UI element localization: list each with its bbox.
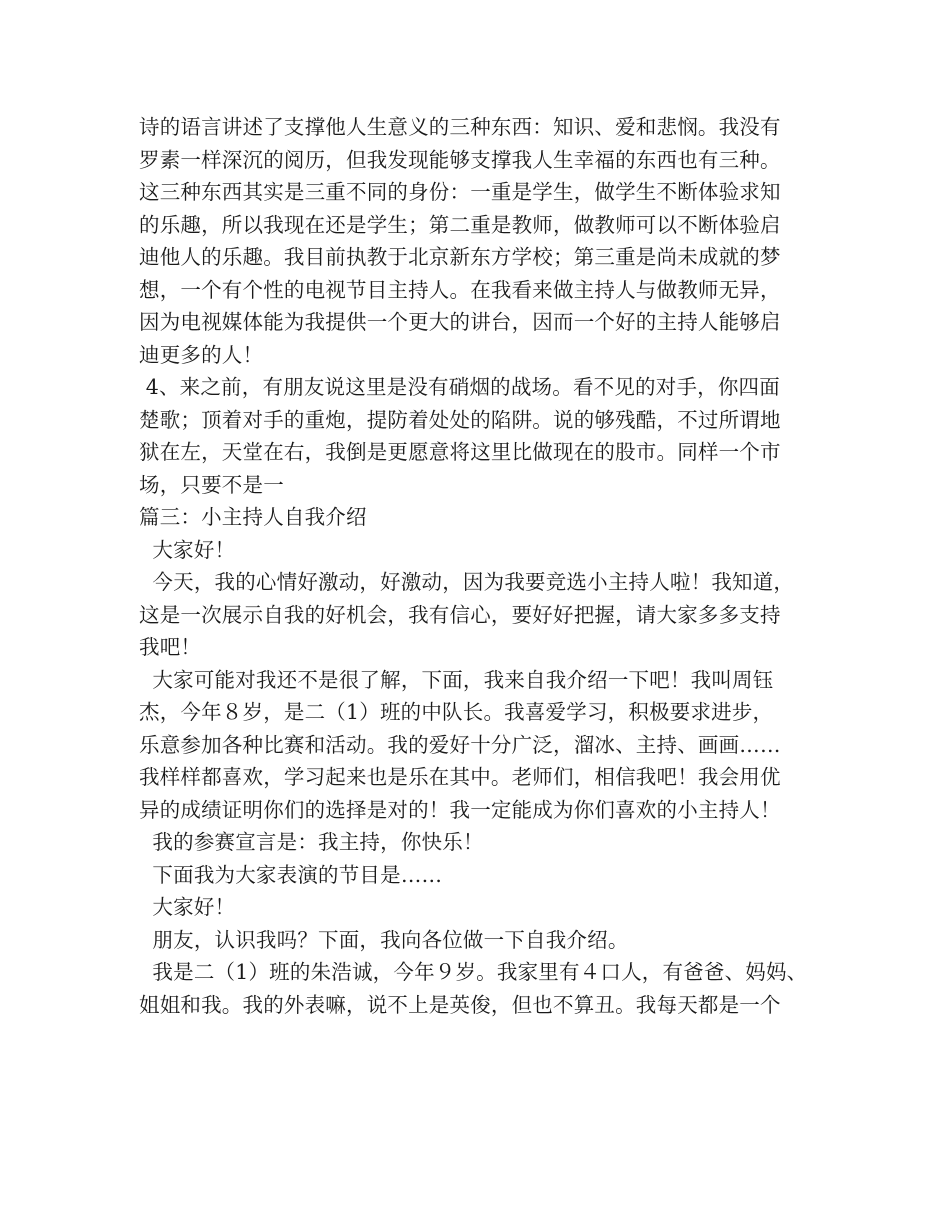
- text-line: 诗的语言讲述了支撑他人生意义的三种东西：知识、爱和悲悯。我没有: [139, 115, 781, 139]
- text-line: 想，一个有个性的电视节目主持人。在我看来做主持人与做教师无异，: [139, 277, 781, 302]
- text-line: 的乐趣，所以我现在还是学生；第二重是教师，做教师可以不断体验启: [139, 212, 781, 237]
- text-line: 场，只要不是一: [139, 472, 284, 497]
- text-line: 4、来之前，有朋友说这里是没有硝烟的战场。看不见的对手，你四面: [139, 375, 780, 399]
- text-line: 乐意参加各种比赛和活动。我的爱好十分广泛，溜冰、主持、画画……: [139, 732, 781, 757]
- text-line: 大家好！: [139, 895, 236, 919]
- document-body: [139, 111, 829, 1021]
- text-line: 狱在左，天堂在右，我倒是更愿意将这里比做现在的股市。同样一个市: [139, 440, 781, 464]
- text-line: 下面我为大家表演的节目是……: [139, 862, 443, 887]
- section-heading: 篇三：小主持人自我介绍: [139, 505, 367, 529]
- text-line: 我样样都喜欢，学习起来也是乐在其中。老师们，相信我吧！我会用优: [139, 765, 781, 789]
- text-line: 这是一次展示自我的好机会，我有信心，要好好把握，请大家多多支持: [139, 602, 781, 627]
- text-line: 异的成绩证明你们的选择是对的！我一定能成为你们喜欢的小主持人！: [139, 797, 781, 822]
- text-line: 大家可能对我还不是很了解，下面，我来自我介绍一下吧！我叫周钰: [139, 667, 774, 692]
- text-line: 我的参赛宣言是：我主持，你快乐！: [139, 830, 484, 854]
- text-line: 罗素一样深沉的阅历，但我发现能够支撑我人生幸福的东西也有三种。: [139, 147, 781, 172]
- text-line: 杰，今年８岁，是二（1）班的中队长。我喜爱学习，积极要求进步，: [139, 700, 774, 724]
- text-line: 楚歌；顶着对手的重炮，提防着处处的陷阱。说的够残酷，不过所谓地: [139, 407, 781, 432]
- text-line: 迪更多的人！: [139, 342, 264, 367]
- text-line: 朋友，认识我吗？下面，我向各位做一下自我介绍。: [139, 927, 629, 952]
- text-line: 我吧！: [139, 635, 202, 659]
- text-line: 大家好！: [139, 537, 236, 562]
- text-line: 因为电视媒体能为我提供一个更大的讲台，因而一个好的主持人能够启: [139, 310, 781, 334]
- text-line: 我是二（1）班的朱浩诚，今年９岁。我家里有４口人，有爸爸、妈妈、: [139, 960, 808, 984]
- text-line: 迪他人的乐趣。我目前执教于北京新东方学校；第三重是尚未成就的梦: [139, 245, 781, 269]
- text-line: 今天，我的心情好激动，好激动，因为我要竞选小主持人啦！我知道，: [139, 570, 795, 594]
- text-line: 这三种东西其实是三重不同的身份：一重是学生，做学生不断体验求知: [139, 180, 781, 204]
- text-line: 姐姐和我。我的外表嘛，说不上是英俊，但也不算丑。我每天都是一个: [139, 992, 781, 1017]
